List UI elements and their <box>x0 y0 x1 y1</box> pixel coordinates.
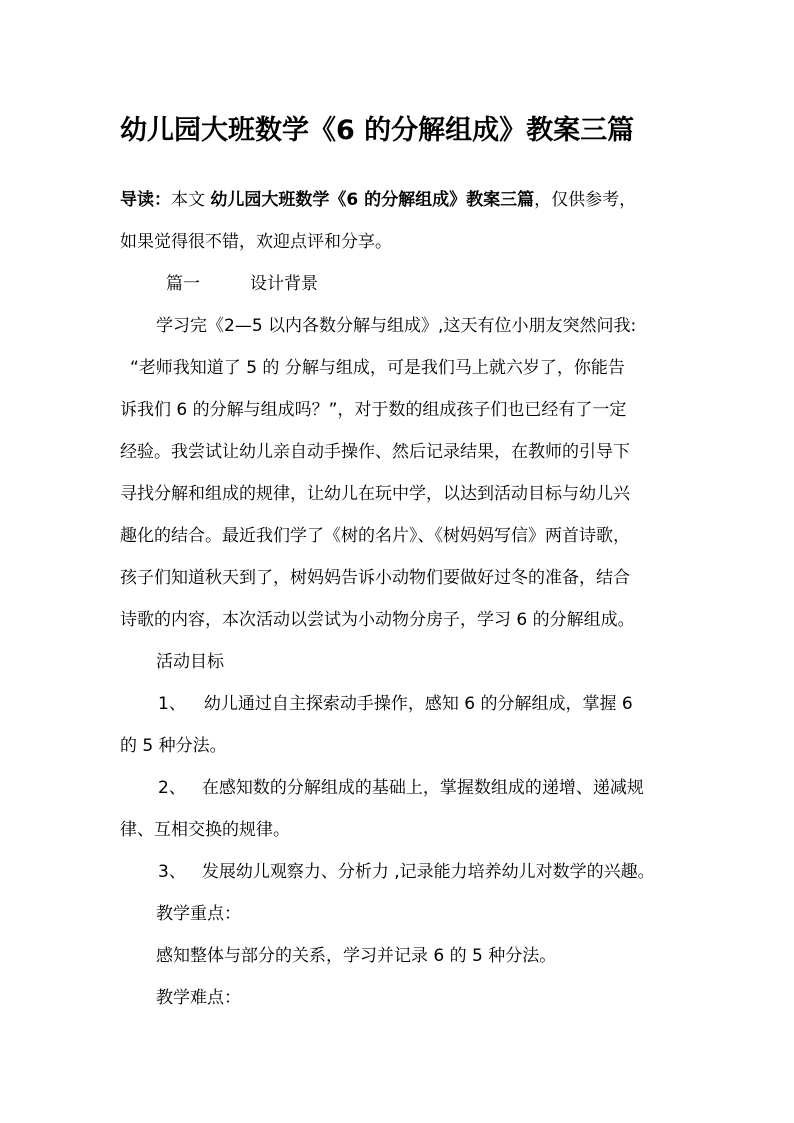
paragraph-1-line-3: 诉我们 6 的分解与组成吗？”，对于数的组成孩子们也已经有了一定 <box>120 400 627 420</box>
intro-prefix: 本文 <box>171 190 211 210</box>
intro-label: 导读： <box>120 190 171 210</box>
goal-3 <box>158 860 738 884</box>
paragraph-1-line-2: “老师我知道了 5 的 分解与组成，可是我们马上就六岁了，你能告 <box>130 358 625 378</box>
intro-line-1 <box>120 188 700 212</box>
goal-2-text: 在感知数的分解组成的基础上，掌握数组成的递增、递减规 <box>201 778 644 798</box>
section-1-header <box>166 272 746 296</box>
key-points-heading: 教学重点： <box>156 904 241 924</box>
intro-bold-title: 幼儿园大班数学《6 的分解组成》教案三篇 <box>210 190 535 210</box>
goal-2-number: 2、 <box>158 778 186 798</box>
paragraph-1-line-1: 学习完《2—5 以内各数分解与组成》,这天有位小朋友突然问我: <box>156 316 637 336</box>
section-1-heading: 设计背景 <box>250 274 318 294</box>
goal-2-continuation: 律、互相交换的规律。 <box>120 820 290 840</box>
goal-3-text: 发展幼儿观察力、分析力 ,记录能力培养幼儿对数学的兴趣。 <box>201 862 655 882</box>
intro-suffix: ，仅供参考， <box>534 190 637 210</box>
paragraph-1-line-6: 趣化的结合。最近我们学了《树的名片》、《树妈妈写信》两首诗歌， <box>120 526 630 546</box>
goal-1-number: 1、 <box>158 694 186 714</box>
goal-3-number: 3、 <box>158 862 186 882</box>
paragraph-1-line-8: 诗歌的内容，本次活动以尝试为小动物分房子，学习 6 的分解组成。 <box>120 610 635 630</box>
intro-line-2: 如果觉得很不错，欢迎点评和分享。 <box>120 232 392 252</box>
difficulty-heading: 教学难点： <box>156 988 241 1008</box>
section-1-label: 篇一 <box>166 274 200 294</box>
paragraph-1-line-7: 孩子们知道秋天到了，树妈妈告诉小动物们要做好过冬的准备，结合 <box>120 568 630 588</box>
goal-2 <box>158 776 738 800</box>
goal-1 <box>158 692 738 716</box>
goal-1-continuation: 的 5 种分法。 <box>120 736 227 756</box>
document-title: 幼儿园大班数学《6 的分解组成》教案三篇 <box>120 115 635 146</box>
goal-1-text: 幼儿通过自主探索动手操作，感知 6 的分解组成，掌握 6 <box>203 694 633 714</box>
key-points-text: 感知整体与部分的关系，学习并记录 6 的 5 种分法。 <box>156 946 557 966</box>
goals-heading: 活动目标 <box>156 652 224 672</box>
paragraph-1-line-4: 经验。我尝试让幼儿亲自动手操作、然后记录结果，在教师的引导下 <box>120 442 630 462</box>
paragraph-1-line-5: 寻找分解和组成的规律，让幼儿在玩中学，以达到活动目标与幼儿兴 <box>120 484 630 504</box>
